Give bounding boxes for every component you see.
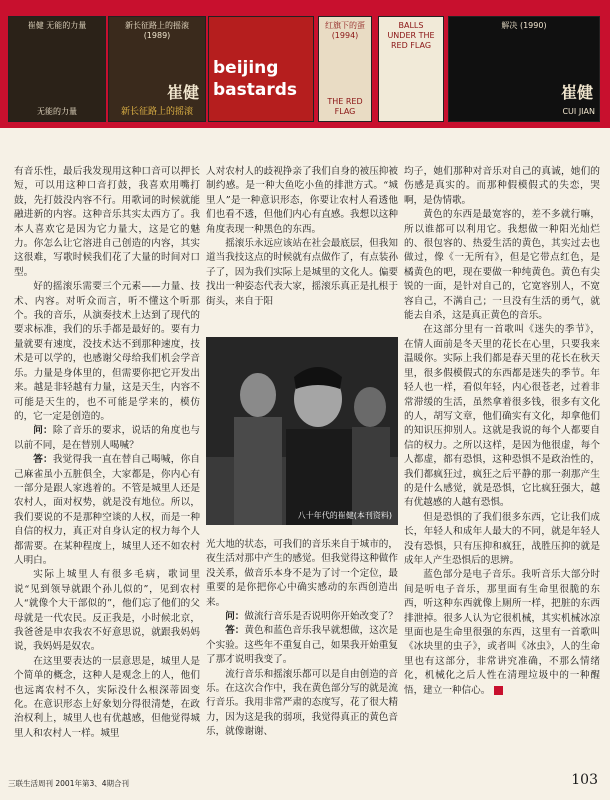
album-cover-subtitle: CUI JIAN xyxy=(562,107,595,116)
paragraph-text: 在这里要表达的一层意思是，城里人是个简单的概念，这种人是观念上的人，他们也远离农村不久，实际没什么根深蒂固变化。在意识形态上好象划分得很清楚，在政治权利上，城里人也有优越感，但他觉得城里人和农村人一样。城里 xyxy=(14,655,200,739)
column-2-bottom xyxy=(206,538,398,740)
paragraph-text: 好的摇滚乐需要三个元素——力量、技术、内容。对听众而言，听不懂这个听那个。我的音乐，从演奏技术上达到了现代的要求标准，我们的乐手都是最好的。要有力量就要有速度，没技术达不到那种速度，技术是可以学的，也感谢父母给我们机会学音乐。力量是身体里的，但需要你把它开发出来。越是非轻越有力量，这是天生，内容不可能是天生的，也不可能是学来的，模仿的，它一定是创造的。 xyxy=(14,281,200,422)
footer-text: 三联生活周刊 2001年第3、4期合刊 xyxy=(8,779,130,788)
paragraph xyxy=(404,165,600,208)
column-3 xyxy=(404,165,600,698)
photo-image xyxy=(206,337,398,525)
paragraph-text: 做流行音乐是否说明你开始改变了？ xyxy=(244,611,398,623)
album-cover-big-text: 崔健 xyxy=(166,83,199,102)
qa-label: 答： xyxy=(33,454,53,466)
page-number: 103 xyxy=(571,772,598,788)
paragraph-text: 实际上城里人有很多毛病，歌词里说“见到领导就跟个孙儿似的”，见到农村人“就像个大干部似的”，他们忘了他们的父母就是一代农民。反正我是，小时候北京，我爸爸是申农我农不好意思说，就跟我妈妈说，我妈妈是奴农。 xyxy=(14,569,200,653)
album-cover xyxy=(8,16,106,122)
column-2-top xyxy=(206,165,398,309)
paragraph-text: 黄色和蓝色音乐我早就想做，这次是个实验。这些年不重复自己，如果我开始重复了那才说明我变了。 xyxy=(206,625,399,666)
paragraph xyxy=(14,424,200,453)
paragraph-text: 黄色的东西是最宽容的，差不多就行嘛，所以谁都可以利用它。我想做一种阳光灿烂的、很包容的、热爱生活的黄色，其实过去也做过，像《一无所有》，但是它带点红色，是橘黄色的吧，现在要做一种纯黄色。黄色有尖锐的一面，是针对自己的，它宽容别人，不宽容自己，不满自己；一旦没有生活的勇气，就能去自杀，这是真正黄色的音乐。 xyxy=(404,209,600,322)
album-cover-title: 解决 (1990) xyxy=(501,21,547,30)
album-cover-big-text: 崔健 xyxy=(560,83,593,102)
paragraph-text: 均子，她们那种对音乐对自己的真诚，她们的伤感是真实的。而那种假模假式的失恋，哭啊，是伪情歌。 xyxy=(404,166,600,206)
album-cover-big-text: beijing bastards xyxy=(213,58,298,100)
paragraph xyxy=(206,624,398,667)
column-1 xyxy=(14,165,200,741)
qa-label: 问： xyxy=(33,425,53,437)
qa-label: 问： xyxy=(225,611,245,623)
paragraph-text: 我觉得我一直在替自己喝喊，你自己麻雀虽小五脏俱全，大家都是，你内心有一部分是跟人家逃着的。不管是城里人还是农村人，面对权势，就是没有地位。所以，我们要说的不是那种空谈的人权，而是一种自信的权力，真正对自身认定的权力每个人都需要。在某种程度上，城里人还不如农村人明白。 xyxy=(14,454,201,566)
paragraph-text: 蓝色部分是电子音乐。我听音乐大部分时间是听电子音乐，那里面有生命里很脆的东西，听这种东西就像上厕所一样，把脏的东西排泄掉。很多人认为它很机械，其实机械冰凉里面也是生命里很强的东西，这里有一首歌叫《冰块里的虫子》，或者叫《冰虫》，人的生命里也有这部分，非常讲究准确，不那么情绪化，机械化之后人性在清理垃圾中的一种醒悟，建立一种信心。 xyxy=(404,569,600,696)
paragraph xyxy=(206,165,398,237)
album-cover-caption: 新长征路上的摇滚 xyxy=(120,107,193,117)
paragraph-text: 除了音乐的要求，说话的角度也与以前不同，是在替别人喝喊？ xyxy=(14,425,201,451)
qa-label: 答： xyxy=(225,625,245,637)
paragraph-text: 人对农村人的歧视挣亲了我们自身的被压抑被制约感。是一种大鱼吃小鱼的排泄方式。“城里人”是一种意识形态，你要让农村人看透他们也看不透，但他们内心有直感。我想以这种角度表现一种黑色的东西。 xyxy=(206,166,398,235)
album-cover xyxy=(108,16,206,122)
photo-caption: 八十年代的崔健(本刊资料) xyxy=(297,511,392,520)
paragraph-text: 有音乐性，最后我发现用这种口音可以押长短，可以用这种口音打鼓，我喜欢用嘴打鼓，先打鼓没内容不行。用歌词的时候就能融进新的内容。这种音乐其实太西方了。我本人喜欢它是因为它力量大，这是它的魅力。你怎么让它溶进自己创造的内容，其实这很难，写歌时候我们花了大量的时间对口型。 xyxy=(14,166,200,278)
paragraph xyxy=(404,208,600,323)
paragraph xyxy=(206,668,398,740)
cui-jian-photo xyxy=(206,337,398,525)
album-cover xyxy=(378,16,444,122)
paragraph xyxy=(14,453,200,568)
album-cover xyxy=(208,16,314,122)
album-covers-strip xyxy=(0,10,610,128)
album-cover xyxy=(318,16,372,122)
top-bar xyxy=(0,0,610,10)
paragraph-text: 但是恐惧的了我们很多东西，它让我们成长，年轻人和成年人最大的不同，就是年轻人没有恐惧，只有压抑和疯狂，战胜压抑的就是成年人产生恐惧后的思辨。 xyxy=(404,511,600,566)
paragraph xyxy=(14,165,200,280)
paragraph-text: 摇滚乐永远应该站在社会最底层，但我知道当我技这点的时候就有点做作了，有点装孙子了，因为我们实际上是城里的文化人。偏要找出一种姿态代表大家，摇滚乐真正是扎根于街头，来自于阳 xyxy=(206,238,398,307)
paragraph xyxy=(206,538,398,610)
paragraph xyxy=(14,568,200,654)
paragraph-text: 光大地的状态，可我们的音乐来自于城市的，夜生活对那中产生的感觉。但我觉得这种做作没关系，做音乐本身不是为了讨一个定位，最重要的是你把你心中确实感动的东西创造出来。 xyxy=(206,539,398,608)
album-cover-title: BALLS UNDER THE RED FLAG xyxy=(387,21,435,50)
album-cover-title: 崔健 无能的力量 xyxy=(27,21,87,30)
paragraph xyxy=(404,323,600,510)
paragraph xyxy=(206,237,398,309)
paragraph-text: 在这部分里有一首歌叫《迷失的季节》，在情人面前是冬天里的花长在心里，只要我来温暖你。实际上我们都是春天里的花长在秋天里，很多假模假式的东西都是迷失的季节。年轻人也一样，看似年轻，内心很苍老，过着非常滞缓的生活，虽然拿着很多钱，很多有文化的人，胡写文章，他们确实有文化，却拿他们的知识压抑别人。这就是我说的每个人都要自信的权力。之所以这样，是因为他很虚，每个人都虚，都有恐惧，这种恐惧不是政治性的，我们都疯狂过，疯狂之后平静的那一刹那产生的是什么感觉，就是恐惧，它比疯狂强大，越有优越感的人越有恐惧。 xyxy=(404,324,600,509)
album-cover xyxy=(448,16,600,122)
paragraph xyxy=(14,280,200,424)
paragraph-text: 流行音乐和摇滚乐都可以是自由创造的音乐。在这次合作中，我在黄色部分写的就是流行音乐。我用非常严肃的态度写，花了很大精力，因为这是我的弱项，我觉得真正的黄色音乐，就像谢谢、 xyxy=(206,668,398,738)
album-cover-title: 新长征路上的摇滚 (1989) xyxy=(125,21,189,40)
album-cover-subtitle: 无能的力量 xyxy=(37,107,77,116)
paragraph xyxy=(206,610,398,624)
paragraph xyxy=(404,511,600,569)
album-cover-title: 红旗下的蛋 (1994) xyxy=(325,21,365,40)
paragraph xyxy=(14,655,200,741)
album-cover-subtitle: THE RED FLAG xyxy=(327,97,363,116)
paragraph xyxy=(404,568,600,698)
end-mark-icon xyxy=(494,686,503,695)
